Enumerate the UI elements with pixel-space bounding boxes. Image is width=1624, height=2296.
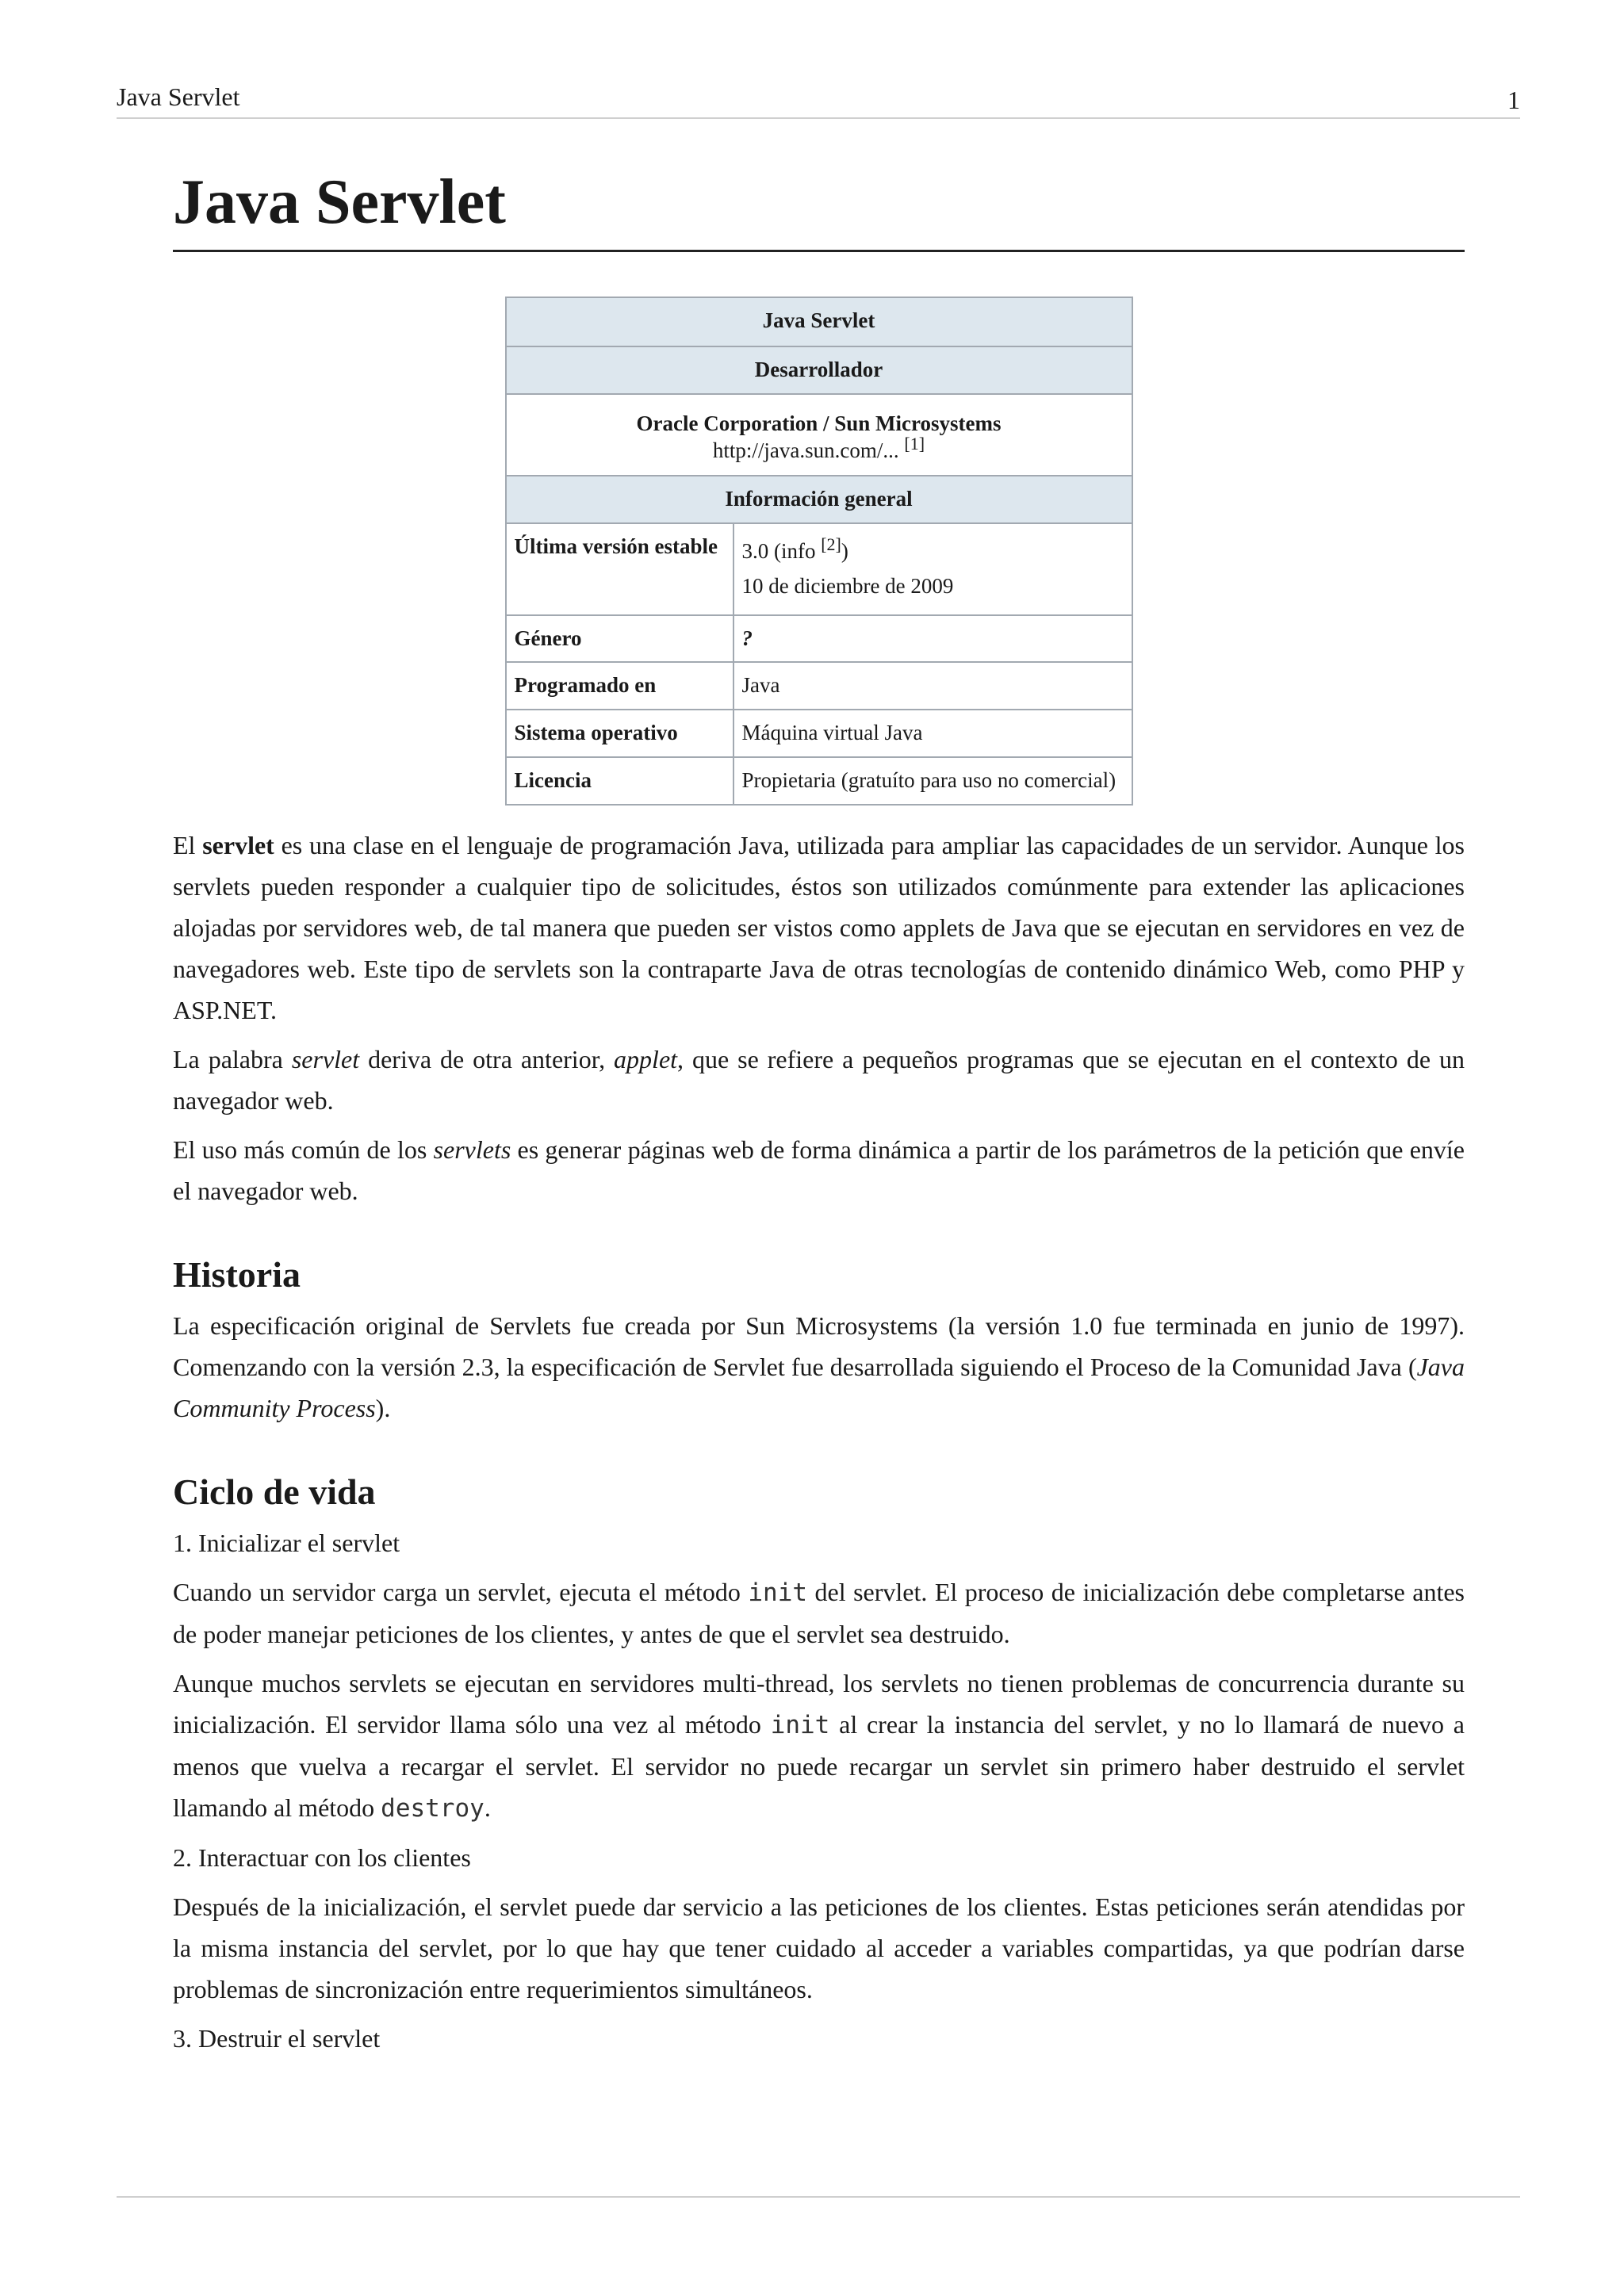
infobox-value-cell [733,523,1132,615]
intro-paragraph: La palabra servlet deriva de otra anterior, applet, que se refiere a pequeños programas que se ejecutan en el contexto de un navegador web. [173,1044,1465,1115]
infobox-label: Género [506,615,733,663]
infobox-label: Última versión estable [506,523,733,615]
infobox-value: 3.0 (info [741,539,816,563]
developer-url[interactable]: http://java.sun.com/... [712,438,899,462]
infobox-developer-cell [506,394,1132,476]
running-header-title: Java Servlet [117,82,240,111]
infobox-developer-row [506,394,1132,476]
infobox-value: Máquina virtual Java [733,710,1132,757]
infobox-row-license [506,757,1132,805]
developer-name: Oracle Corporation / Sun Microsystems [636,411,1002,435]
lifecycle-paragraph: Cuando un servidor carga un servlet, ejecuta el método init del servlet. El proceso de inicialización debe completarse antes de poder manejar peticiones de los clientes, y antes de que el servlet sea destruido. [173,1577,1465,1648]
infobox-developer-header: Desarrollador [506,346,1132,394]
infobox-row-genre [506,615,1132,663]
developer-ref[interactable]: [1] [904,433,925,453]
infobox-value: Java [733,662,1132,710]
infobox-label: Sistema operativo [506,710,733,757]
infobox-label: Programado en [506,662,733,710]
infobox-value-close: ) [841,539,848,563]
infobox-value: Propietaria (gratuíto para uso no comercial) [733,757,1132,805]
infobox-title-row [506,297,1132,346]
page-title: Java Servlet [173,163,1465,252]
running-header [117,79,1520,119]
infobox-general-header: Información general [506,476,1132,523]
infobox-value-date: 10 de diciembre de 2009 [741,573,954,598]
footer-rule [117,2196,1520,2198]
intro-paragraph: El uso más común de los servlets es generar páginas web de forma dinámica a partir de los parámetros de la petición que envíe el navegador web. [173,1135,1465,1205]
infobox-value: ? [733,615,1132,663]
section-heading-ciclo: Ciclo de vida [173,1471,376,1512]
infobox-row-language [506,662,1132,710]
infobox [505,297,1133,806]
article-body [173,825,1465,2059]
page-number: 1 [1507,86,1520,114]
lifecycle-step: 3. Destruir el servlet [173,2023,381,2053]
historia-paragraph: La especificación original de Servlets fue creada por Sun Microsystems (la versión 1.0 fue terminada en junio de 1997). Comenzando con la versión 2.3, la especificación de Servlet fue desarrollada siguiendo el Proceso de la Comunidad Java (Java Community Process). [173,1311,1465,1422]
infobox-title: Java Servlet [506,297,1132,346]
infobox-general-header-row [506,476,1132,523]
version-ref[interactable]: [2] [821,534,841,554]
lifecycle-step: 1. Inicializar el servlet [173,1528,400,1557]
infobox-developer-header-row [506,346,1132,394]
lifecycle-paragraph: Aunque muchos servlets se ejecutan en servidores multi-thread, los servlets no tienen problemas de concurrencia durante su inicialización. El servidor llama sólo una vez al método init al crear la instancia del servlet, y no lo llamará de nuevo a menos que vuelva a recargar el servlet. El servidor no puede recargar un servlet sin primero haber destruido el servlet llamando al método destroy. [173,1668,1465,1823]
infobox-label: Licencia [506,757,733,805]
infobox-row-version [506,523,1132,615]
section-heading-historia: Historia [173,1253,301,1295]
infobox-row-os [506,710,1132,757]
lifecycle-paragraph: Después de la inicialización, el servlet puede dar servicio a las peticiones de los clientes. Estas peticiones serán atendidas por la misma instancia del servlet, por lo que hay que tener cuidado al acceder a variables compartidas, ya que podrían darse problemas de sincronización entre requerimientos simultáneos. [173,1892,1465,2003]
intro-paragraph: El servlet es una clase en el lenguaje de programación Java, utilizada para ampliar las capacidades de un servidor. Aunque los servlets pueden responder a cualquier tipo de solicitudes, éstos son utilizados comúnmente para extender las aplicaciones alojadas por servidores web, de tal manera que pueden ser vistos como applets de Java que se ejecutan en servidores en vez de navegadores web. Este tipo de servlets son la contraparte Java de otras tecnologías de contenido dinámico Web, como PHP y ASP.NET. [173,830,1465,1024]
article [173,163,1465,2067]
lifecycle-step: 2. Interactuar con los clientes [173,1843,471,1872]
